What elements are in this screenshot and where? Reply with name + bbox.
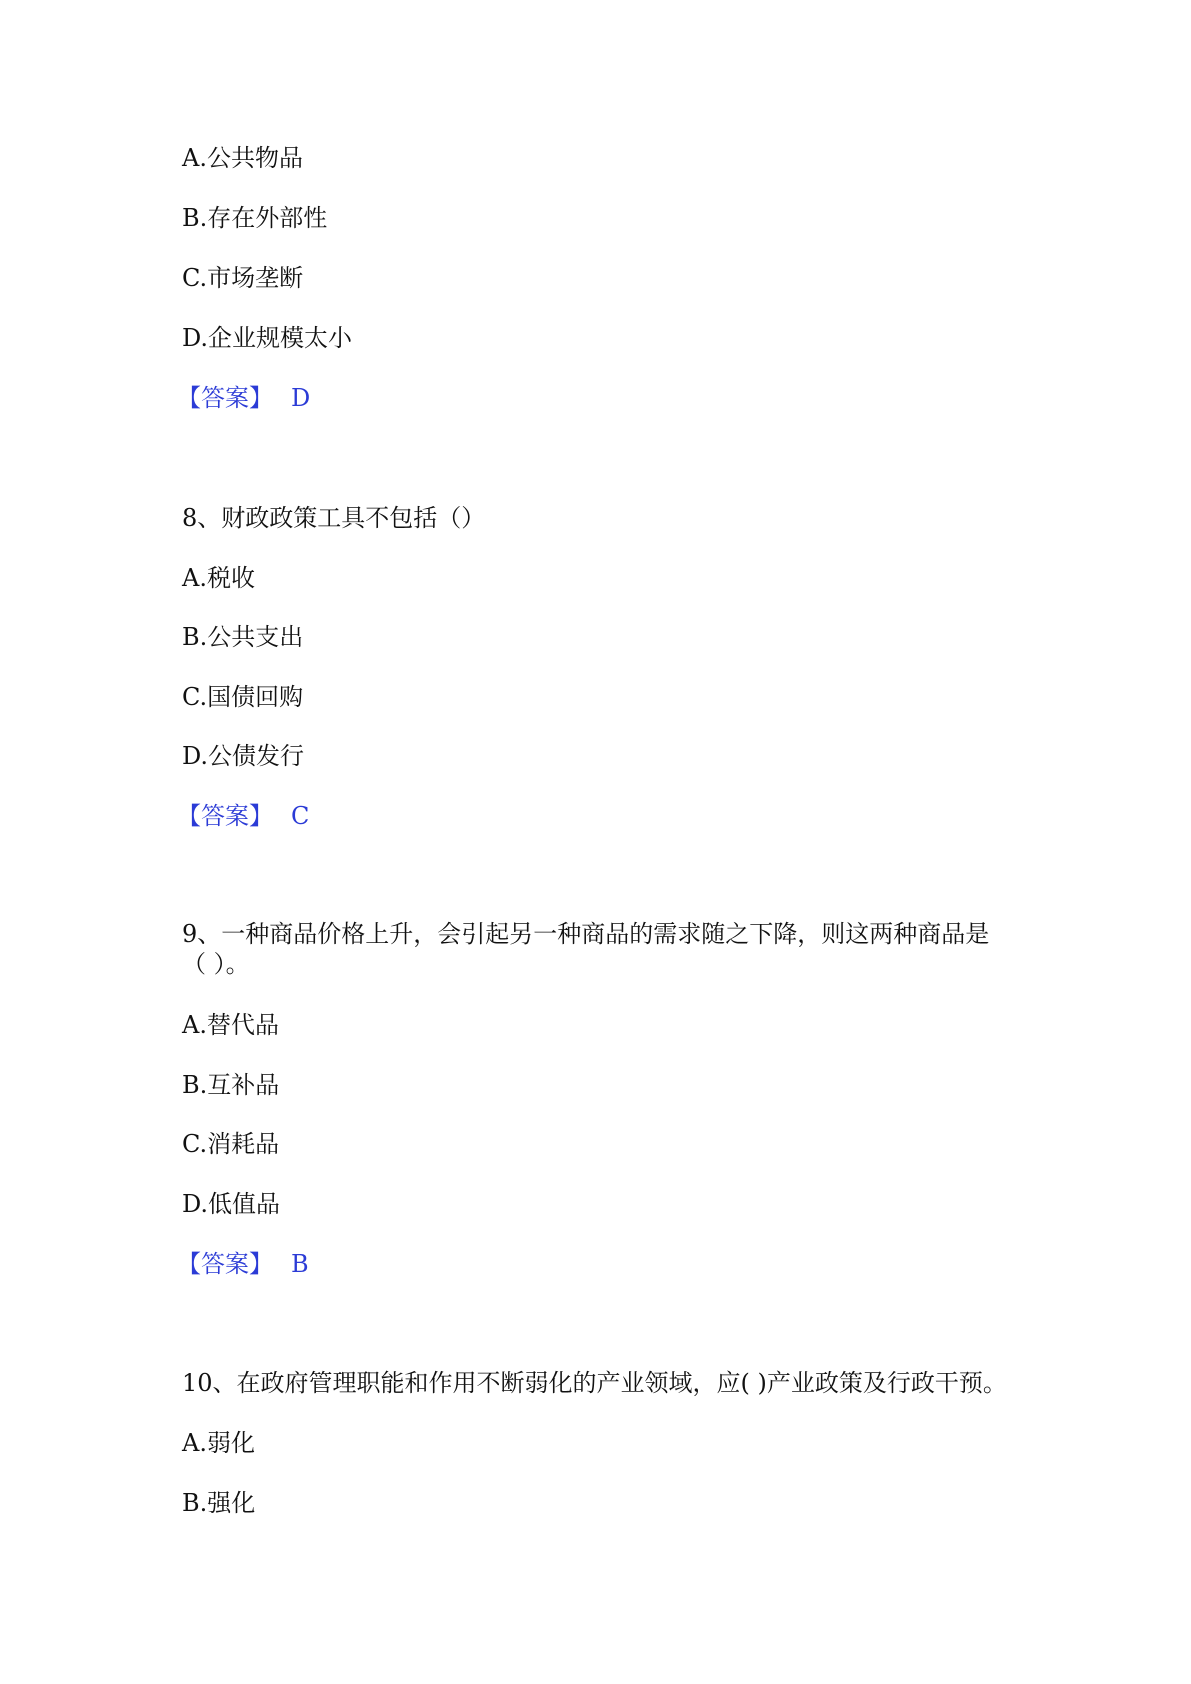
option-b: B.互补品 xyxy=(182,1071,280,1099)
question-stem: 9、一种商品价格上升，会引起另一种商品的需求随之下降，则这两种商品是 xyxy=(182,920,990,948)
option-d: D.公债发行 xyxy=(182,742,305,770)
answer-line xyxy=(177,1249,309,1279)
answer-value: C xyxy=(291,802,310,830)
option-b: B.强化 xyxy=(182,1489,256,1517)
option-a: A.替代品 xyxy=(182,1011,279,1039)
option-d: D.低值品 xyxy=(182,1190,281,1218)
question-stem-continued: （ ）。 xyxy=(182,950,250,978)
option-c: C.市场垄断 xyxy=(182,264,304,292)
option-b: B.公共支出 xyxy=(182,623,304,651)
answer-label: 【答案】 xyxy=(177,1250,273,1278)
answer-value: B xyxy=(291,1250,309,1278)
answer-line xyxy=(177,383,310,413)
question-stem: 8、财政政策工具不包括（） xyxy=(182,504,486,532)
answer-line xyxy=(177,801,309,831)
answer-value: D xyxy=(291,384,311,412)
question-stem: 10、在政府管理职能和作用不断弱化的产业领域，应( )产业政策及行政干预。 xyxy=(182,1369,1007,1397)
answer-label: 【答案】 xyxy=(177,384,273,412)
answer-label: 【答案】 xyxy=(177,802,273,830)
option-a: A.弱化 xyxy=(182,1429,255,1457)
option-d: D.企业规模太小 xyxy=(182,324,353,352)
option-c: C.消耗品 xyxy=(182,1130,280,1158)
option-a: A.税收 xyxy=(182,564,255,592)
option-a: A.公共物品 xyxy=(182,144,303,172)
option-c: C.国债回购 xyxy=(182,683,304,711)
option-b: B.存在外部性 xyxy=(182,204,328,232)
